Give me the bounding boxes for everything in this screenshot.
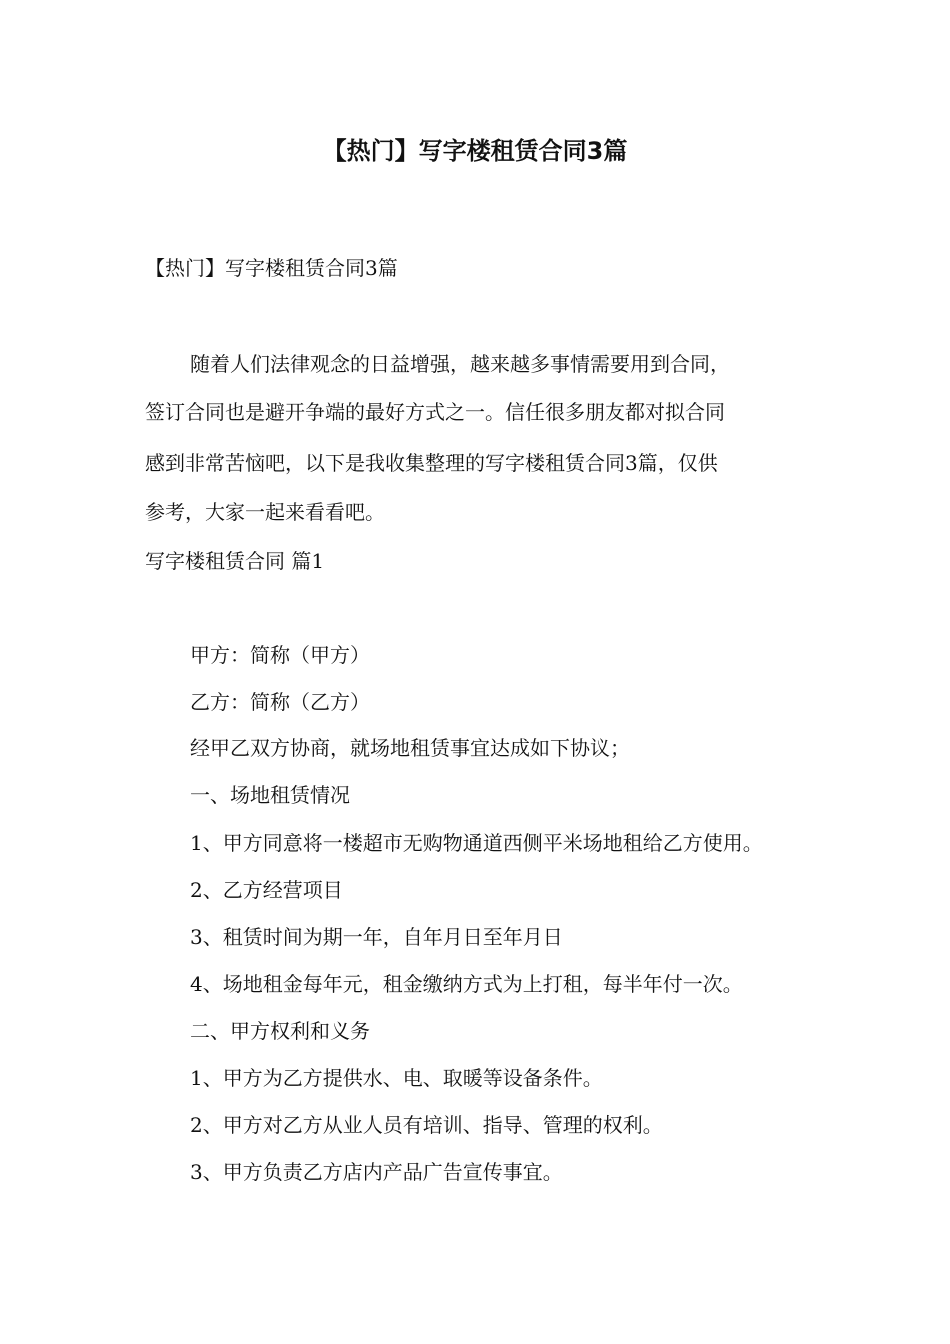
contract-line: 一、场地租赁情况 — [190, 783, 350, 807]
document-subtitle: 【热门】写字楼租赁合同3篇 — [145, 256, 398, 280]
contract-line: 二、甲方权利和义务 — [190, 1019, 370, 1043]
contract-line: 3、租赁时间为期一年，自年月日至年月日 — [190, 925, 563, 949]
intro-paragraph-line: 签订合同也是避开争端的最好方式之一。信任很多朋友都对拟合同 — [145, 400, 725, 424]
intro-paragraph-line: 随着人们法律观念的日益增强，越来越多事情需要用到合同， — [190, 352, 730, 376]
contract-line: 甲方：简称（甲方） — [190, 643, 370, 667]
contract-line: 2、乙方经营项目 — [190, 878, 343, 902]
contract-line: 经甲乙双方协商，就场地租赁事宜达成如下协议； — [190, 736, 630, 760]
contract-line: 2、甲方对乙方从业人员有培训、指导、管理的权利。 — [190, 1113, 663, 1137]
contract-line: 3、甲方负责乙方店内产品广告宣传事宜。 — [190, 1160, 563, 1184]
contract-line: 乙方：简称（乙方） — [190, 690, 370, 714]
document-title: 【热门】写字楼租赁合同3篇 — [322, 137, 628, 165]
section-heading: 写字楼租赁合同 篇1 — [145, 549, 325, 573]
intro-paragraph-line: 感到非常苦恼吧，以下是我收集整理的写字楼租赁合同3篇，仅供 — [145, 451, 718, 475]
contract-line: 1、甲方为乙方提供水、电、取暖等设备条件。 — [190, 1066, 603, 1090]
contract-line: 1、甲方同意将一楼超市无购物通道西侧平米场地租给乙方使用。 — [190, 831, 763, 855]
intro-paragraph-line: 参考，大家一起来看看吧。 — [145, 500, 385, 524]
contract-line: 4、场地租金每年元，租金缴纳方式为上打租，每半年付一次。 — [190, 972, 743, 996]
